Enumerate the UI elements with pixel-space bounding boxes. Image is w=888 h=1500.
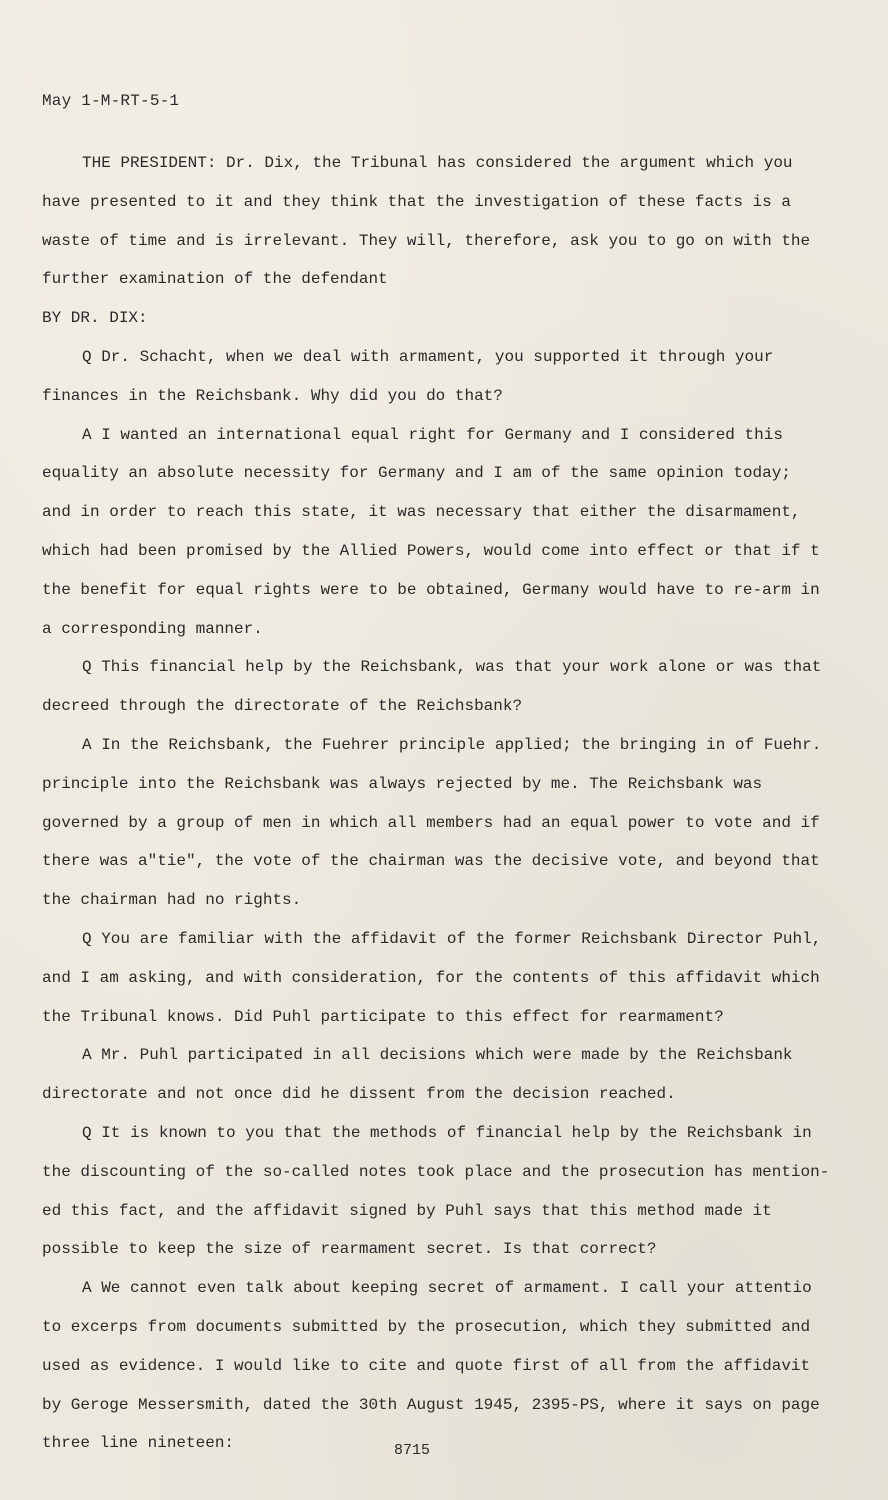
transcript-line: principle into the Reichsbank was always rejected by me. The Reichsbank was [42,774,763,793]
transcript-line: A Mr. Puhl participated in all decisions which were made by the Reichsbank [82,1046,793,1065]
transcript-line: ed this fact, and the affidavit signed by Puhl says that this method made it [42,1201,772,1220]
transcript-line: A I wanted an international equal right for Germany and I considered this [82,425,783,444]
transcript-line: the chairman had no rights. [42,891,302,910]
transcript-line: there was a"tie", the vote of the chairman was the decisive vote, and beyond that [42,852,820,871]
transcript-line: Q It is known to you that the methods of financial help by the Reichsbank in [82,1123,812,1142]
transcript-line: decreed through the directorate of the Reichsbank? [42,697,523,716]
transcript-line: Q This financial help by the Reichsbank, was that your work alone or was that [82,658,822,677]
transcript-line: and I am asking, and with consideration, for the contents of this affidavit which [42,968,820,987]
transcript-line: the Tribunal knows. Did Puhl participate to this effect for rearmament? [42,1007,724,1026]
transcript-line: to excerps from documents submitted by the prosecution, which they submitted and [42,1317,811,1336]
transcript-line: the discounting of the so-called notes took place and the prosecution has mention- [42,1162,830,1181]
transcript-line: finances in the Reichsbank. Why did you do that? [42,386,503,405]
transcript-line: a corresponding manner. [42,619,263,638]
transcript-line: waste of time and is irrelevant. They will, therefore, ask you to go on with the [42,231,811,250]
transcript-line: and in order to reach this state, it was necessary that either the disarmament, [42,503,801,522]
transcript-line: Q You are familiar with the affidavit of the former Reichsbank Director Puhl, [82,929,822,948]
transcript-line: A In the Reichsbank, the Fuehrer principle applied; the bringing in of Fuehr. [82,735,822,754]
transcript-line: A We cannot even talk about keeping secret of armament. I call your attentio [82,1279,812,1298]
transcript-line: directorate and not once did he dissent from the decision reached. [42,1085,676,1104]
transcript-line: governed by a group of men in which all members had an equal power to vote and if [42,813,820,832]
transcript-line: BY DR. DIX: [42,309,148,328]
transcript-line: which had been promised by the Allied Powers, would come into effect or that if t [42,541,820,560]
transcript-line: by Geroge Messersmith, dated the 30th August 1945, 2395-PS, where it says on page [42,1395,820,1414]
document-header: May 1-M-RT-5-1 [42,92,180,110]
transcript-line: the benefit for equal rights were to be obtained, Germany would have to re-arm in [42,580,820,599]
transcript-line: THE PRESIDENT: Dr. Dix, the Tribunal has considered the argument which you [82,154,793,172]
transcript-line: possible to keep the size of rearmament secret. Is that correct? [42,1240,657,1259]
transcript-line: have presented to it and they think that the investigation of these facts is a [42,192,791,211]
transcript-line: used as evidence. I would like to cite and quote first of all from the affidavit [42,1356,811,1375]
transcript-line: further examination of the defendant [42,270,388,289]
transcript-line: Q Dr. Schacht, when we deal with armament, you supported it through your [82,347,774,366]
transcript-body [42,144,832,1463]
transcript-line: three line nineteen: [42,1434,235,1453]
page-number: 8715 [394,1442,431,1459]
transcript-line: equality an absolute necessity for Germany and I am of the same opinion today; [42,464,791,483]
